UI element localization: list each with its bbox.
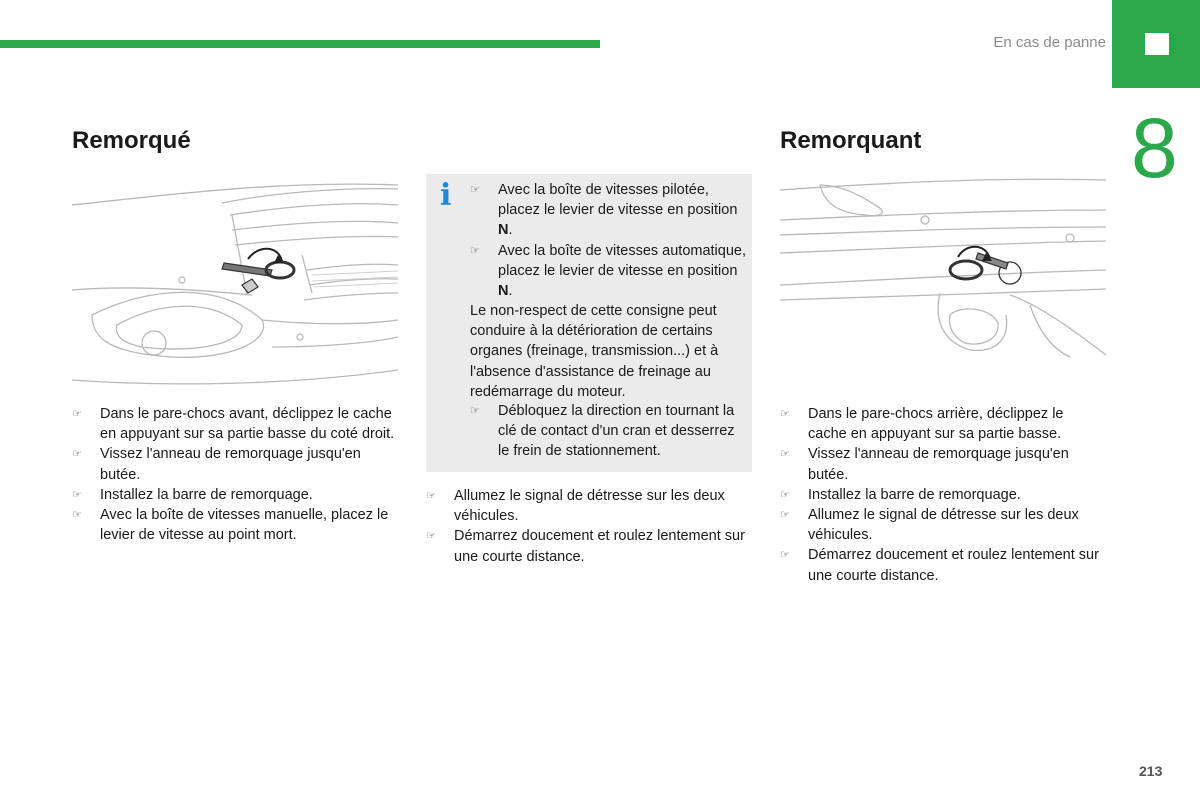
heading-remorquant: Remorquant [780, 127, 922, 154]
pointing-hand-icon: ☞ [470, 405, 480, 417]
list-item: ☞ Avec la boîte de vitesses manuelle, placez le levier de vitesse au point mort. [72, 507, 389, 544]
list-item: ☞ Dans le pare-chocs avant, déclippez le cache en appuyant sur sa partie basse du coté droit. [72, 406, 395, 443]
info-bullet-list-2 [470, 401, 748, 462]
info-warning-paragraph: Le non-respect de cette consigne peut conduire à la détérioration de certains organes (freinage, transmission...) et à l'absence d'assistance de freinage au redémarrage du moteur. [470, 303, 719, 400]
pointing-hand-icon: ☞ [780, 509, 790, 522]
section-label: En cas de panne [993, 34, 1106, 51]
pointing-hand-icon: ☞ [426, 490, 436, 502]
pointing-hand-icon: ☞ [470, 184, 480, 196]
info-bullet-list [470, 180, 748, 301]
list-item: ☞ Dans le pare-chocs arrière, déclippez le cache en appuyant sur sa partie basse. [780, 406, 1064, 443]
list-item: ☞ Installez la barre de remorquage. [72, 485, 397, 505]
chapter-tab-square-icon [1145, 33, 1169, 55]
list-item: ☞ Démarrez doucement et roulez lentement sur une courte distance. [780, 547, 1099, 584]
pointing-hand-icon: ☞ [780, 408, 790, 420]
pointing-hand-icon: ☞ [72, 509, 82, 522]
remorque-steps [72, 404, 397, 545]
list-item: ☞ Allumez le signal de détresse sur les deux véhicules. [426, 488, 725, 525]
rear-bumper-illustration [780, 175, 1106, 370]
list-item: ☞ Vissez l'anneau de remorquage jusqu'en butée. [72, 446, 361, 483]
front-bumper-illustration [72, 175, 398, 390]
list-item: ☞ Allumez le signal de détresse sur les deux véhicules. [780, 507, 1079, 544]
pointing-hand-icon: ☞ [780, 448, 790, 461]
list-item: ☞ Vissez l'anneau de remorquage jusqu'en butée. [780, 446, 1069, 483]
header-accent-bar [0, 40, 600, 48]
list-item: ☞ Installez la barre de remorquage. [780, 485, 1106, 505]
list-item: ☞ Démarrez doucement et roulez lentement sur une courte distance. [426, 528, 745, 565]
info-icon: i [440, 178, 452, 213]
list-item: ☞ Débloquez la direction en tournant la clé de contact d'un cran et desserrez le frein de stationnement. [470, 403, 735, 460]
pointing-hand-icon: ☞ [780, 488, 790, 501]
remorquant-steps [780, 404, 1106, 586]
pointing-hand-icon: ☞ [72, 448, 82, 461]
page-number: 213 [1139, 763, 1163, 779]
remorque-steps-continued [426, 486, 751, 567]
heading-remorque: Remorqué [72, 127, 191, 154]
pointing-hand-icon: ☞ [780, 549, 790, 562]
pointing-hand-icon: ☞ [72, 408, 82, 420]
list-item: ☞ Avec la boîte de vitesses automatique, placez le levier de vitesse en position N. [470, 242, 746, 300]
pointing-hand-icon: ☞ [426, 530, 436, 543]
chapter-number: 8 [1131, 101, 1178, 195]
pointing-hand-icon: ☞ [72, 488, 82, 501]
pointing-hand-icon: ☞ [470, 244, 480, 257]
list-item: ☞ Avec la boîte de vitesses pilotée, placez le levier de vitesse en position N. [470, 182, 738, 239]
